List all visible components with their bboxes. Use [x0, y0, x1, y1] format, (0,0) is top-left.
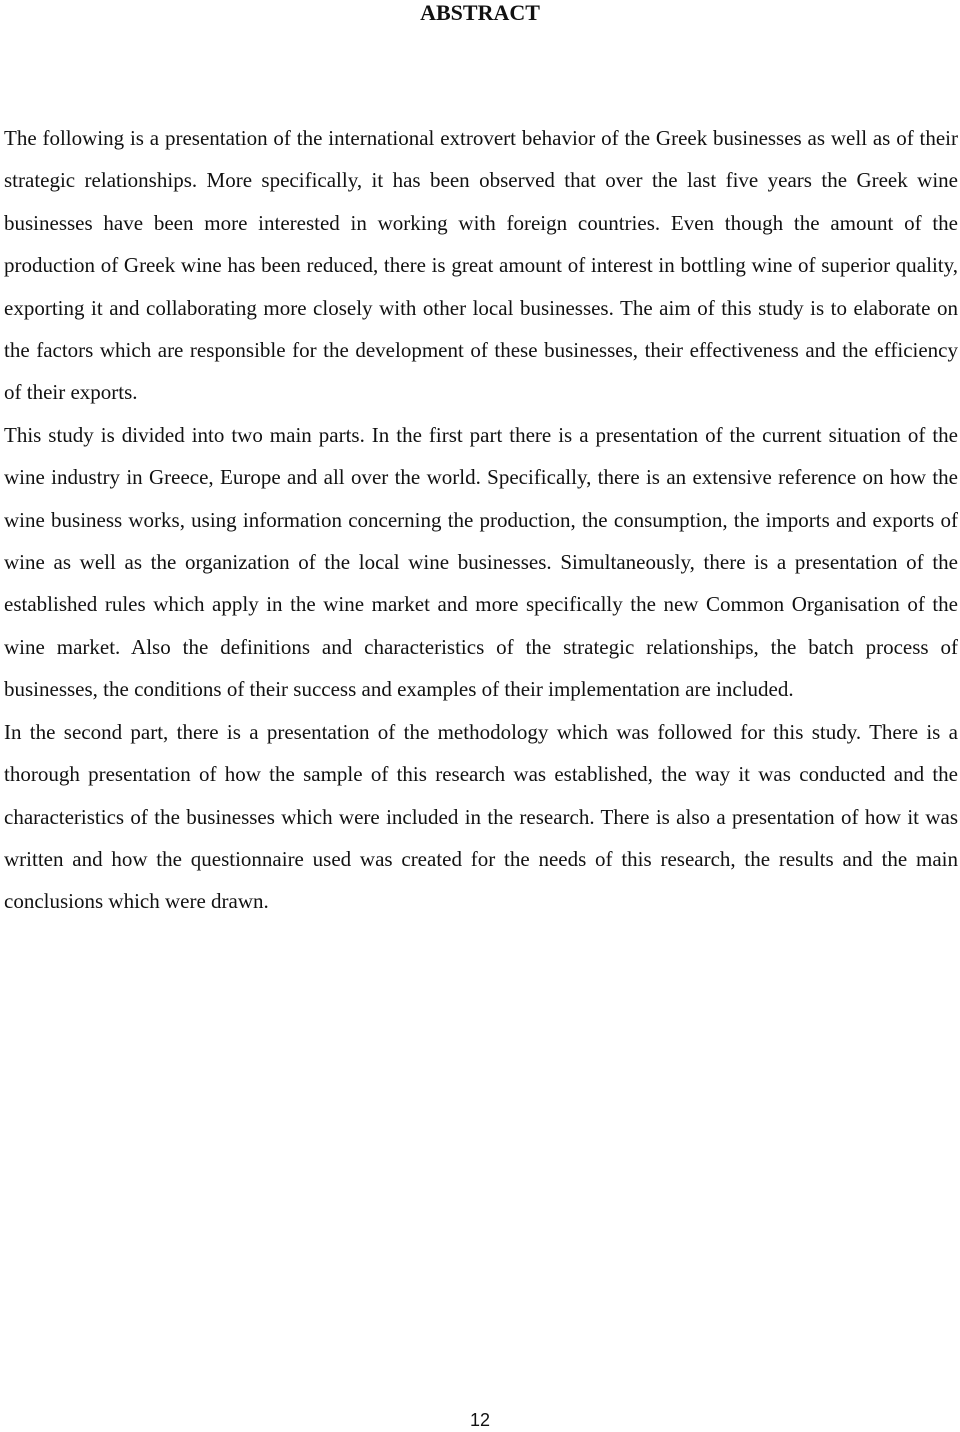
- page-title: ABSTRACT: [420, 0, 540, 25]
- paragraph-second-part: In the second part, there is a presentation of the methodology which was followed for this study. There is a thorough presentation of how the sample of this research was established, the way it was conducted and the characteristics of the businesses which were included in the research. There is also a presentation of how it was written and how the questionnaire used was created for the needs of this research, the results and the main conclusions which were drawn.: [4, 719, 958, 914]
- abstract-body: [4, 117, 958, 923]
- paragraph-intro: The following is a presentation of the international extrovert behavior of the Greek businesses as well as of their strategic relationships. More specifically, it has been observed that over the last five years the Greek wine businesses have been more interested in working with foreign countries. Even though the amount of the production of Greek wine has been reduced, there is great amount of interest in bottling wine of superior quality, exporting it and collaborating more closely with other local businesses. The aim of this study is to elaborate on the factors which are responsible for the development of these businesses, their effectiveness and the efficiency of their exports.: [4, 126, 958, 405]
- page-number: 12: [469, 1410, 491, 1430]
- paragraph-first-part: This study is divided into two main parts. In the first part there is a presentation of the current situation of the wine industry in Greece, Europe and all over the world. Specifically, there is an extensive reference on how the wine business works, using information concerning the production, the consumption, the imports and exports of wine as well as the organization of the local wine businesses. Simultaneously, there is a presentation of the established rules which apply in the wine market and more specifically the new Common Organisation of the wine market. Also the definitions and characteristics of the strategic relationships, the batch process of businesses, the conditions of their success and examples of their implementation are included.: [4, 422, 958, 702]
